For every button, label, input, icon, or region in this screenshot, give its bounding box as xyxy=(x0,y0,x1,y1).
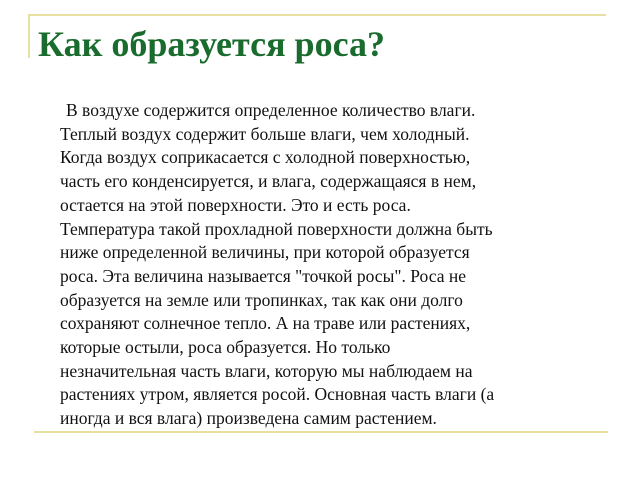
body-line: остается на этой поверхности. Это и есть роса. xyxy=(60,194,411,215)
body-line: часть его конденсируется, и влага, содержащаяся в нем, xyxy=(60,171,477,192)
body-line: сохраняют солнечное тепло. А на траве или растениях, xyxy=(60,313,471,334)
top-divider xyxy=(28,14,606,16)
body-line: Температура такой прохладной поверхности должна быть xyxy=(60,218,493,239)
body-line: Теплый воздух содержит больше влаги, чем холодный. xyxy=(60,123,470,144)
slide-title: Как образуется роса? xyxy=(38,24,385,64)
body-line: образуется на земле или тропинках, так как они долго xyxy=(60,289,463,310)
slide-body xyxy=(60,99,590,431)
body-line: Когда воздух соприкасается с холодной поверхностью, xyxy=(60,147,471,168)
body-line: роса. Эта величина называется "точкой росы". Роса не xyxy=(60,265,466,286)
bottom-divider xyxy=(34,431,608,433)
left-divider xyxy=(28,14,30,58)
body-line: ниже определенной величины, при которой образуется xyxy=(60,242,470,263)
body-line: которые остыли, роса образуется. Но только xyxy=(60,337,391,358)
body-line: растениях утром, является росой. Основная часть влаги (а xyxy=(60,384,495,405)
body-line: незначительная часть влаги, которую мы наблюдаем на xyxy=(60,360,473,381)
body-line: иногда и вся влага) произведена самим растением. xyxy=(60,408,437,429)
body-line: В воздухе содержится определенное количество влаги. xyxy=(66,100,476,120)
